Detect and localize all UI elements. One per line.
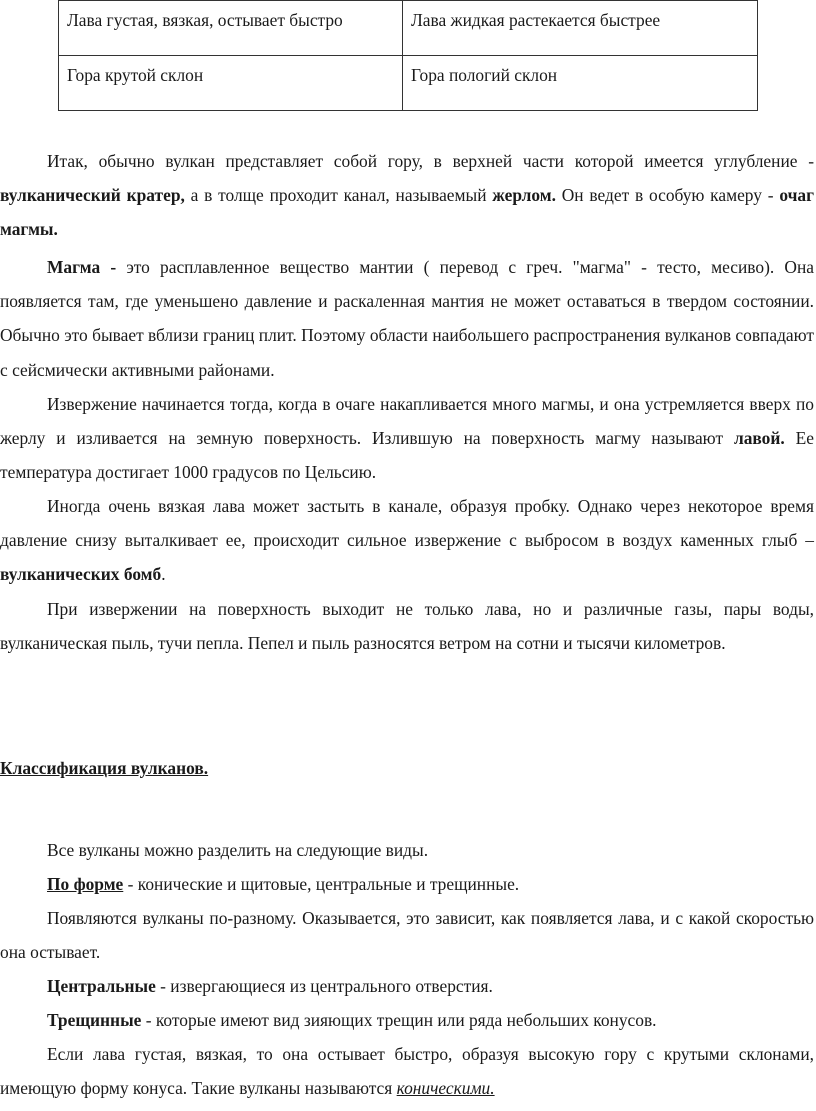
paragraph-crater (0, 144, 814, 247)
paragraph-conical (0, 1037, 814, 1105)
table-cell: Гора крутой склон (59, 56, 403, 111)
text: Он ведет в особую камеру - (555, 185, 780, 206)
table-cell: Лава жидкая растекается быстрее (403, 1, 758, 56)
term-lava: лавой. (733, 428, 785, 449)
term-volcanic-bombs: вулканических бомб (0, 564, 162, 585)
table-cell: Гора пологий склон (403, 56, 758, 111)
table-row (59, 56, 758, 111)
term-by-shape: По форме (47, 874, 124, 894)
text: Извержение начинается тогда, когда в очаге накапливается много магмы, и она устремляется вверх по жерлу и изливается на земную поверхность. Излившую на поверхность магму называют (0, 394, 814, 449)
text: Итак, обычно вулкан представляет собой гору, в верхней части которой имеется углубление - (47, 151, 814, 171)
paragraph-bombs (0, 489, 814, 592)
term-magma-chamber: очаг магмы. (0, 185, 814, 240)
text: Если лава густая, вязкая, то она остывает быстро, образуя высокую гору с крутыми склонами, имеющую форму конуса. Такие вулканы называются (0, 1044, 814, 1099)
paragraph-fissure (0, 1003, 814, 1037)
table-cell: Лава густая, вязкая, остывает быстро (59, 1, 403, 56)
text: - конические и щитовые, центральные и трещинные. (123, 874, 520, 894)
table-row (59, 1, 758, 56)
term-vent: жерлом. (492, 185, 556, 206)
term-fissure: Трещинные (47, 1010, 142, 1030)
text: При извержении на поверхность выходит не только лава, но и различные газы, пары воды, вулканическая пыль, тучи пепла. Пепел и пыль разносятся ветром на сотни и тысячи километров. (0, 599, 814, 654)
text: Иногда очень вязкая лава может застыть в канале, образуя пробку. Однако через некоторое время давление снизу выталкивает ее, происходит сильное извержение с выбросом в воздух каменных глыб – (0, 496, 814, 551)
term-crater: вулканический кратер, (0, 185, 185, 206)
comparison-table (58, 0, 758, 111)
text: это расплавленное вещество мантии ( перевод с греч. "магма" - тесто, месиво). Она появляется там, где уменьшено давление и раскаленная мантия не может оставаться в твердом состоянии. Обычно это бывает вблизи границ плит. Поэтому области наибольшего распространения вулканов совпадают с сейсмически активными районами. (0, 257, 814, 380)
text: Ее температура достигает 1000 градусов по Цельсию. (0, 428, 814, 483)
paragraph-eruption (0, 387, 814, 490)
text: а в толще проходит канал, называемый (184, 185, 493, 206)
paragraph-origin: Появляются вулканы по-разному. Оказывается, это зависит, как появляется лава, и с какой скоростью она остывает. (0, 908, 814, 963)
text: . (161, 564, 166, 585)
section-heading: Классификация вулканов. (0, 758, 209, 778)
text: - которые имеют вид зияющих трещин или ряда небольших конусов. (141, 1010, 657, 1030)
term-magma: Магма - (47, 257, 117, 277)
paragraph-types-intro: Все вулканы можно разделить на следующие виды. (47, 840, 429, 860)
paragraph-central (0, 969, 814, 1003)
paragraph-gases (0, 592, 814, 660)
paragraph-by-shape (0, 867, 814, 901)
term-central: Центральные (47, 976, 156, 996)
term-conical: коническими. (396, 1078, 495, 1099)
paragraph-magma (0, 250, 814, 387)
text: - извергающиеся из центрального отверстия. (155, 976, 493, 996)
